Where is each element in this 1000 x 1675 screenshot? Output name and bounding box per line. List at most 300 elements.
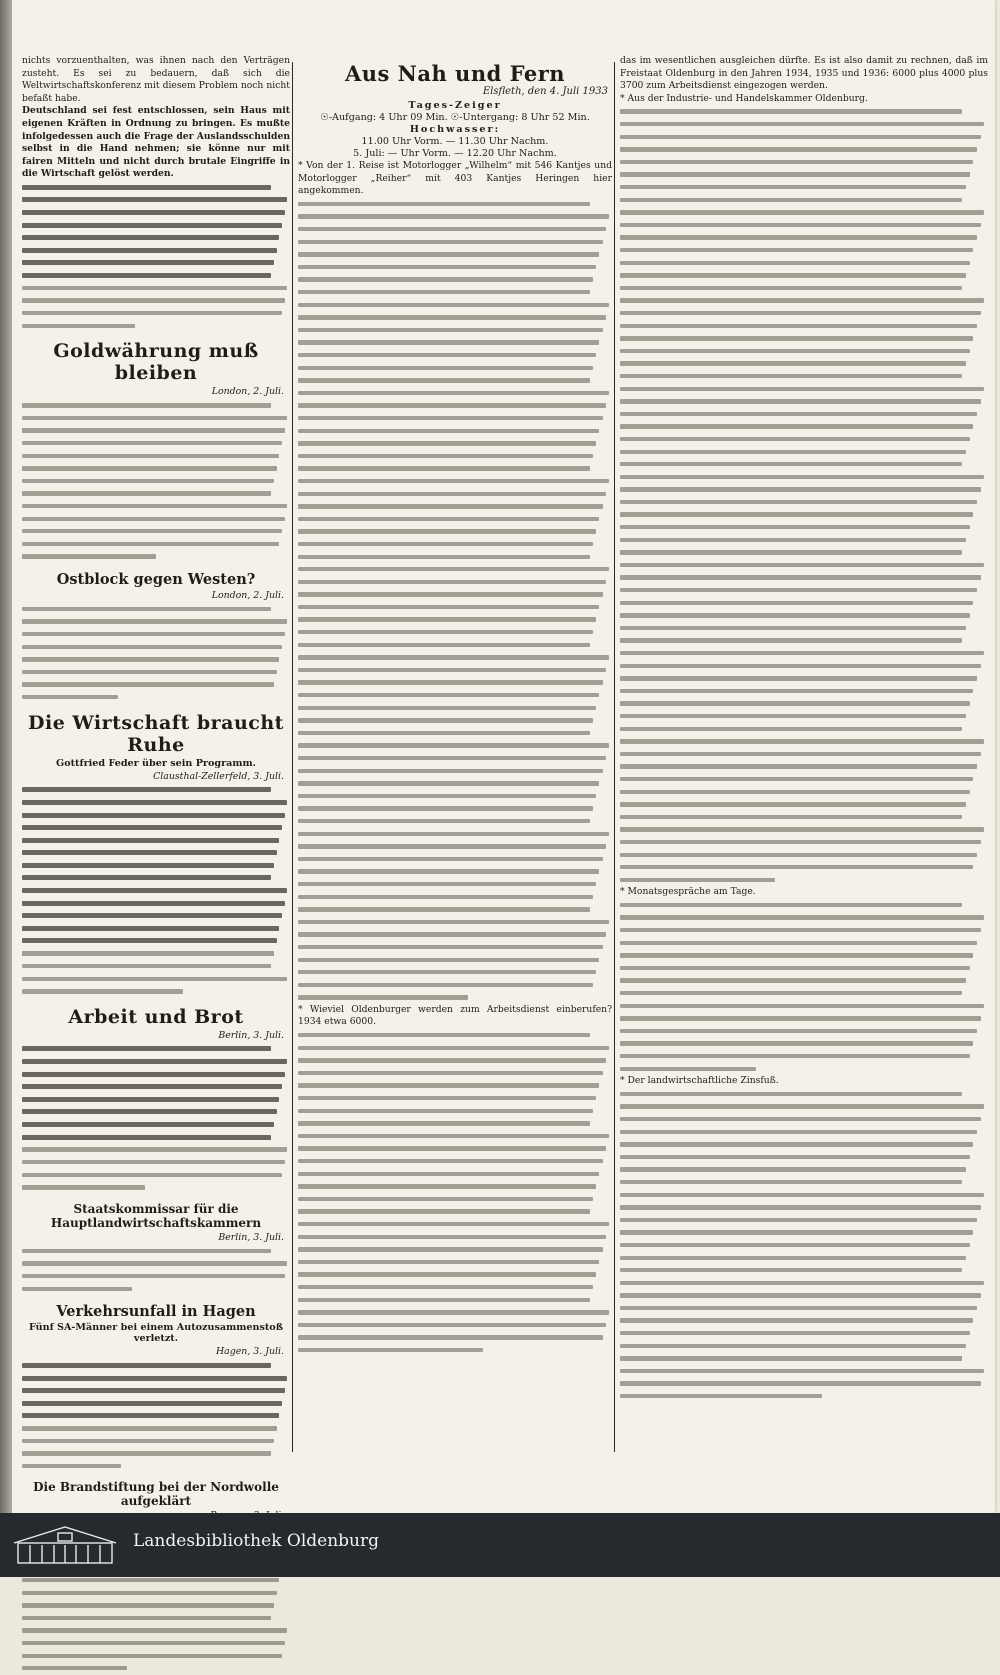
text-line [22,985,290,998]
text-lines [620,1088,988,1403]
text-line [298,626,612,639]
arbeitsdienst-continued: das im wesentlichen ausgleichen dürfte. Es ist also damit zu rechnen, daß im Freistaat Oldenburg in den Jahren 1934, 1935 und 1936: 6000 plus 4000 plus 3700 zum Arbeitsdienst eingezogen werden. [620,55,988,92]
text-line [298,1230,612,1243]
text-line [298,639,612,652]
text-line [22,960,290,973]
intro-bold-paragraph: Deutschland sei fest entschlossen, sein Haus mit eigenen Kräften in Ordnung zu bringen. Es mußte infolgedessen auch die Frage der Auslandsschulden selbst in die Hand nehmen; sie könne nur mit fairen Mitteln und nicht durch brutale Eingriffe in die Wirtschaft gelöst werden. [22,105,290,180]
text-line [22,1397,290,1410]
text-line [298,689,612,702]
hochwasser-tomorrow: 5. Juli: — Uhr Vorm. — 12.20 Uhr Nachm. [353,148,557,159]
text-line [298,1092,612,1105]
text-line [298,1168,612,1181]
text-line [620,307,988,320]
headline-ostblock: Ostblock gegen Westen? [56,570,256,588]
text-line [298,525,612,538]
text-line [620,798,988,811]
text-line [298,953,612,966]
text-line [620,1037,988,1050]
text-line [22,872,290,885]
text-line [22,603,290,616]
text-lines [620,899,988,1075]
text-line [620,1340,988,1353]
text-line [620,1012,988,1025]
text-line [620,1277,988,1290]
text-line [22,181,290,194]
text-lines [22,1359,290,1472]
text-line [22,859,290,872]
text-line [298,714,612,727]
text-line [620,861,988,874]
text-line [22,1599,290,1612]
text-line [298,1243,612,1256]
text-line [620,1214,988,1227]
text-line [22,1662,290,1675]
text-line [298,248,612,261]
text-line [298,311,612,324]
text-line [620,1088,988,1101]
text-line [298,752,612,765]
text-line [298,513,612,526]
text-line [620,534,988,547]
subhead-verkehr: Fünf SA-Männer bei einem Autozusammenstoß verletzt. [28,1322,283,1345]
text-line [298,878,612,891]
text-line [298,651,612,664]
text-line [620,294,988,307]
text-line [22,1118,290,1131]
text-line [22,550,290,563]
text-line [620,433,988,446]
text-line [620,962,988,975]
text-line [22,641,290,654]
text-line [620,874,988,887]
text-line [620,811,988,824]
text-line [22,1055,290,1068]
text-line [298,198,612,211]
text-line [22,847,290,860]
text-line [22,231,290,244]
text-line [22,809,290,822]
text-line [298,1218,612,1231]
text-line [298,210,612,223]
text-line [298,1281,612,1294]
text-line [298,890,612,903]
text-line [298,991,612,1004]
text-line [620,748,988,761]
text-line [620,1226,988,1239]
text-line [22,691,290,704]
text-line [298,903,612,916]
text-lines [298,1029,612,1356]
text-line [620,848,988,861]
text-line [298,1306,612,1319]
text-line [620,685,988,698]
text-line [620,899,988,912]
text-line [620,911,988,924]
text-line [620,168,988,181]
text-line [620,382,988,395]
text-line [22,1156,290,1169]
column-left [22,55,290,1509]
text-line [22,1410,290,1423]
text-line [22,257,290,270]
text-line [298,1180,612,1193]
text-line [298,1344,612,1357]
text-line [298,362,612,375]
text-line [298,613,612,626]
text-line [298,865,612,878]
text-line [298,1319,612,1332]
text-line [22,1043,290,1056]
text-line [22,884,290,897]
text-line [22,935,290,948]
text-line [298,1042,612,1055]
text-line [22,244,290,257]
text-line [298,424,612,437]
text-line [620,408,988,421]
text-line [22,294,290,307]
text-line [620,571,988,584]
text-line [620,1138,988,1151]
text-line [298,853,612,866]
text-line [620,974,988,987]
text-lines [620,105,988,886]
text-line [620,1264,988,1277]
text-line [298,777,612,790]
text-line [22,1624,290,1637]
text-line [620,647,988,660]
text-line [620,1100,988,1113]
text-line [620,1314,988,1327]
text-line [298,1130,612,1143]
hochwasser-today: 11.00 Uhr Vorm. — 11.30 Uhr Nachm. [361,136,549,147]
text-line [620,609,988,622]
text-line [22,1422,290,1435]
text-line [620,269,988,282]
text-line [298,450,612,463]
text-line [22,462,290,475]
text-line [22,424,290,437]
text-line [22,206,290,219]
text-line [620,1302,988,1315]
text-line [620,496,988,509]
text-line [298,1256,612,1269]
text-line [298,387,612,400]
library-footer [0,1513,1000,1577]
section-masthead: Aus Nah und Fern [344,61,566,86]
text-lines [298,198,612,1004]
text-line [298,928,612,941]
text-line [22,1359,290,1372]
text-line [22,500,290,513]
text-line [620,634,988,647]
text-line [620,1352,988,1365]
text-line [22,909,290,922]
text-line [620,357,988,370]
headline-gold: Goldwährung muß bleiben [53,340,259,385]
text-line [620,206,988,219]
text-line [298,1079,612,1092]
text-line [620,622,988,635]
text-line [22,1245,290,1258]
text-line [22,437,290,450]
dateline-ostblock: London, 2. Juli. [211,589,284,601]
text-line [620,697,988,710]
text-line [620,118,988,131]
text-line [620,823,988,836]
newspaper-page [12,0,995,1513]
text-line [620,660,988,673]
text-line [298,840,612,853]
text-line [620,332,988,345]
text-line [298,1293,612,1306]
text-line [620,949,988,962]
text-line [22,1169,290,1182]
subhead-wirtschaft: Gottfried Feder über sein Programm. [56,757,256,769]
text-line [22,1270,290,1283]
text-line [620,105,988,118]
text-line [22,269,290,282]
dateline-gold: London, 2. Juli. [211,386,284,398]
kammer-item: * Aus der Industrie- und Handelskammer Oldenburg. [620,92,868,104]
text-line [22,1068,290,1081]
text-line [620,1377,988,1390]
text-line [298,475,612,488]
text-line [22,947,290,960]
text-line [298,462,612,475]
text-line [22,1447,290,1460]
text-line [620,1327,988,1340]
text-line [298,1205,612,1218]
text-line [620,143,988,156]
text-line [298,1268,612,1281]
text-line [22,449,290,462]
text-line [22,1181,290,1194]
text-line [620,471,988,484]
text-line [298,1331,612,1344]
text-line [298,676,612,689]
text-line [298,1105,612,1118]
text-line [298,1054,612,1067]
text-line [620,773,988,786]
text-line [22,1106,290,1119]
text-line [22,282,290,295]
text-line [298,550,612,563]
tageszeiger-title: Tages-Zeiger [408,100,502,111]
column-right [620,55,988,1495]
text-line [620,458,988,471]
text-line [620,257,988,270]
text-line [620,584,988,597]
sun-times: ☉-Aufgang: 4 Uhr 09 Min. ☉-Untergang: 8 Uhr 52 Min. [320,112,590,123]
text-line [620,836,988,849]
text-line [22,972,290,985]
text-line [22,1612,290,1625]
text-line [620,710,988,723]
text-line [298,1142,612,1155]
text-lines [22,1043,290,1194]
text-line [620,1125,988,1138]
library-building-icon [10,1523,120,1567]
text-line [298,223,612,236]
headline-staatskommissar: Staatskommissar für die Hauptlandwirtschaftskammern [50,1201,262,1230]
text-line [22,1649,290,1662]
text-line [620,924,988,937]
text-line [298,1193,612,1206]
text-lines [22,181,290,332]
text-line [620,1063,988,1076]
arbeitsdienst-item: * Wieviel Oldenburger werden zum Arbeitsdienst einberufen? 1934 etwa 6000. [298,1003,612,1028]
text-line [22,525,290,538]
dateline-arbeit: Berlin, 3. Juli. [218,1029,284,1041]
zinsfuss-item: * Der landwirtschaftliche Zinsfuß. [620,1075,779,1087]
text-line [22,319,290,332]
text-line [620,1188,988,1201]
text-line [22,897,290,910]
text-line [620,1151,988,1164]
text-line [298,487,612,500]
text-line [22,1384,290,1397]
text-line [22,1080,290,1093]
text-line [620,420,988,433]
text-line [22,1460,290,1473]
text-line [298,538,612,551]
text-line [22,219,290,232]
text-line [620,319,988,332]
text-line [620,1113,988,1126]
text-line [620,370,988,383]
text-line [22,412,290,425]
text-line [22,487,290,500]
column-middle [298,55,612,1495]
text-line [22,796,290,809]
text-lines [22,784,290,998]
text-line [620,672,988,685]
text-line [298,374,612,387]
text-line [620,156,988,169]
text-line [298,802,612,815]
text-line [298,941,612,954]
text-line [298,739,612,752]
text-line [620,937,988,950]
text-line [620,521,988,534]
text-line [298,576,612,589]
text-line [298,815,612,828]
library-name: Landesbibliothek Oldenburg [133,1531,380,1551]
text-line [620,1365,988,1378]
text-line [620,194,988,207]
text-line [620,1239,988,1252]
text-line [620,219,988,232]
logger-news: * Von der 1. Reise ist Motorlogger „Wilhelm“ mit 546 Kantjes und Motorlogger „Reiher“ mit 403 Kantjes Heringen hier angekommen. [298,160,612,197]
text-line [22,475,290,488]
text-line [620,722,988,735]
text-lines [22,1245,290,1295]
text-line [298,790,612,803]
text-line [298,286,612,299]
text-line [298,979,612,992]
dateline-staatskommissar: Berlin, 3. Juli. [218,1231,284,1243]
text-line [22,1257,290,1270]
place-date: Elsfleth, den 4. Juli 1933 [482,86,608,97]
text-line [22,615,290,628]
text-line [298,412,612,425]
hochwasser-title: Hochwasser: [409,124,501,135]
dateline-verkehr: Hagen, 3. Juli. [215,1346,284,1358]
text-line [22,1435,290,1448]
intro-paragraph: nichts vorzuenthalten, was ihnen nach den Verträgen zusteht. Es sei zu bedauern, daß sich die Weltwirtschaftskonferenz mit diesem Problem noch nicht befaßt habe. [22,55,290,104]
text-line [298,437,612,450]
text-line [298,500,612,513]
text-line [620,559,988,572]
text-line [298,563,612,576]
text-line [620,131,988,144]
text-line [22,399,290,412]
text-line [620,483,988,496]
text-line [620,1176,988,1189]
text-line [22,784,290,797]
text-line [620,1000,988,1013]
text-line [298,236,612,249]
text-line [22,1131,290,1144]
text-line [22,834,290,847]
text-line [620,1390,988,1403]
text-line [620,546,988,559]
column-rule [292,62,293,1452]
headline-brand: Die Brandstiftung bei der Nordwolle aufgeklärt [33,1480,279,1509]
text-line [620,282,988,295]
text-line [298,601,612,614]
text-lines [22,399,290,563]
text-line [298,588,612,601]
text-line [620,231,988,244]
text-lines [22,603,290,704]
text-line [298,1029,612,1042]
text-line [22,512,290,525]
text-line [22,1143,290,1156]
text-line [620,1201,988,1214]
text-line [22,653,290,666]
text-line [620,1163,988,1176]
text-line [620,597,988,610]
text-line [298,273,612,286]
text-line [298,1117,612,1130]
text-line [22,538,290,551]
text-line [298,827,612,840]
text-line [22,1637,290,1650]
text-line [298,1067,612,1080]
text-line [620,445,988,458]
text-line [620,785,988,798]
text-line [620,760,988,773]
text-line [22,307,290,320]
text-line [298,399,612,412]
monatsgespraeche-item: * Monatsgespräche am Tage. [620,886,756,898]
text-line [298,916,612,929]
headline-verkehr: Verkehrsunfall in Hagen [56,1303,256,1321]
text-line [620,244,988,257]
text-line [620,735,988,748]
text-line [22,1093,290,1106]
text-line [298,966,612,979]
text-line [298,336,612,349]
text-line [298,349,612,362]
text-line [620,987,988,1000]
text-line [620,395,988,408]
text-line [22,1586,290,1599]
text-line [620,345,988,358]
text-line [620,1289,988,1302]
text-line [298,664,612,677]
